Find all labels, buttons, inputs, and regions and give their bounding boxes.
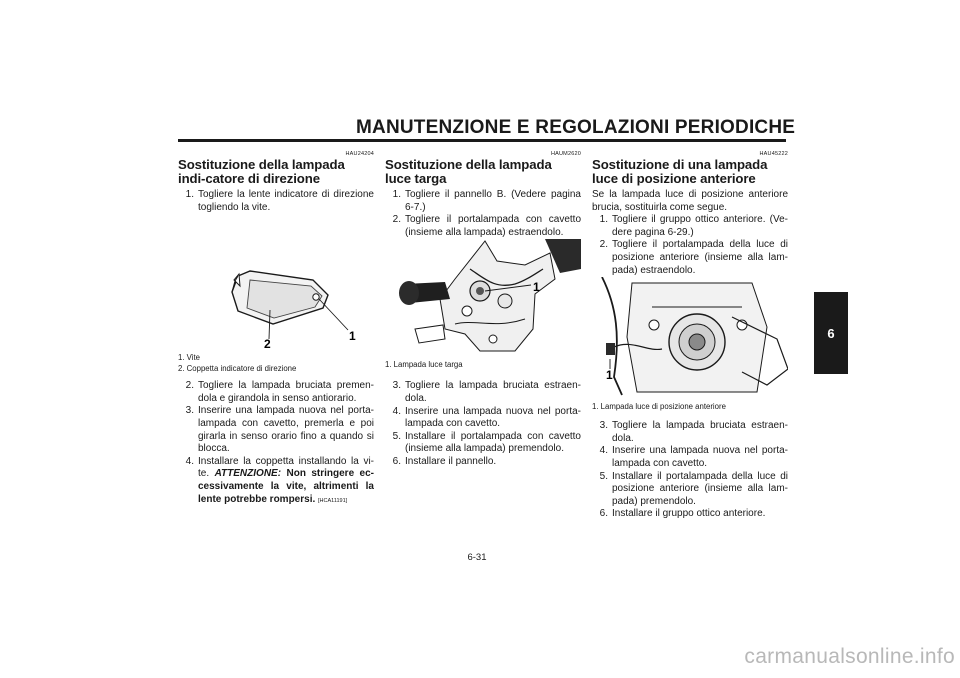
step-text: Inserire una lampada nuova nel porta-lampada con cavetto.	[405, 405, 581, 430]
step-number: 3.	[185, 405, 194, 417]
step-item	[592, 420, 788, 445]
step-text: Togliere la lampada bruciata estraen-dola.	[405, 380, 581, 404]
step-text: Togliere il portalampada della luce di posizione anteriore (insieme alla lam-pada) estraendolo.	[612, 239, 788, 276]
turn-signal-illustration	[178, 214, 374, 352]
steps-list	[592, 420, 788, 521]
step-item	[385, 214, 581, 239]
step-text: Togliere il portalampada con cavetto (insieme alla lampada) estraendolo.	[405, 214, 581, 238]
step-number: 4.	[599, 445, 608, 457]
section-code: HAUM2620	[550, 151, 581, 157]
watermark: carmanualsonline.info	[744, 645, 955, 668]
step-item	[178, 189, 374, 214]
step-item	[592, 445, 788, 470]
warning-text: Non stringere ec-cessivamente la vite, altrimenti la lente potrebbe rompersi.	[198, 468, 375, 505]
license-plate-bulb-illustration	[385, 239, 581, 359]
step-text: Installare il gruppo ottico anteriore.	[612, 508, 766, 520]
step-text: Togliere la lente indicatore di direzione togliendo la vite.	[198, 189, 374, 213]
step-item	[385, 189, 581, 214]
step-item	[592, 214, 788, 239]
figure-turn-signal-lens	[178, 214, 374, 352]
front-position-bulb-illustration	[592, 277, 788, 401]
step-text: Togliere il gruppo ottico anteriore. (Ve-dere pagina 6-29.)	[612, 214, 788, 238]
step-number: 1.	[599, 214, 608, 226]
callout-label: 1	[533, 280, 540, 295]
steps-list	[385, 189, 581, 239]
figure-captions	[178, 352, 374, 374]
warning-label: ATTENZIONE:	[214, 468, 282, 480]
step-text: Togliere la lampada bruciata premen-dola e girandola in senso antiorario.	[198, 380, 374, 404]
figure-license-plate-bulb	[385, 239, 581, 359]
section-heading: Sostituzione di una lampada luce di posizione anteriore	[592, 157, 768, 186]
section-intro: Se la lampada luce di posizione anteriore brucia, sostituirla come segue.	[592, 189, 788, 213]
figure-caption: 1. Vite	[178, 353, 200, 363]
step-number: 6.	[599, 508, 608, 520]
steps-list	[592, 214, 788, 277]
section-code: HAU45222	[759, 151, 788, 157]
step-text: Installare la coppetta installando la vi-te. ATTENZIONE: Non stringere ec-cessivamente la vite, altrimenti la lente potrebbe rompersi. [HCA11191]	[198, 455, 375, 505]
figure-front-position-bulb	[592, 277, 788, 401]
figure-caption: 1. Lampada luce targa	[385, 360, 463, 370]
step-text: Togliere la lampada bruciata estraen-dola.	[612, 420, 788, 444]
step-number: 5.	[599, 470, 608, 482]
step-number: 3.	[392, 380, 401, 392]
step-number: 3.	[599, 420, 608, 432]
step-item	[385, 380, 581, 405]
step-text: Inserire una lampada nuova nel porta-lampada con cavetto.	[612, 445, 788, 469]
chapter-tab[interactable]	[814, 292, 848, 374]
step-text: Installare il portalampada con cavetto (insieme alla lampada) premendolo.	[405, 430, 581, 455]
step-number: 2.	[599, 239, 608, 251]
step-number: 6.	[392, 455, 401, 467]
step-number: 4.	[185, 455, 194, 467]
callout-label: 1	[349, 329, 356, 344]
step-text: Installare il portalampada della luce di posizione anteriore (insieme alla lam-pada) premendolo.	[612, 470, 788, 507]
step-text: Inserire una lampada nuova nel porta-lampada con cavetto, premerla e poi girarla in senso orario fino a quando si blocca.	[198, 405, 374, 455]
callout-label: 1	[606, 368, 613, 383]
section-front-position-bulb	[592, 150, 788, 521]
step-number: 1.	[392, 189, 401, 200]
page-header-title: MANUTENZIONE E REGOLAZIONI PERIODICHE	[356, 117, 796, 138]
step-number: 5.	[392, 430, 401, 442]
step-item	[178, 456, 374, 507]
step-number: 2.	[185, 380, 194, 392]
figure-caption: 1. Lampada luce di posizione anteriore	[592, 402, 726, 412]
page-number: 6-31	[467, 552, 487, 563]
section-heading: Sostituzione della lampada luce targa	[385, 157, 552, 186]
section-license-plate-bulb	[385, 150, 581, 469]
section-heading: Sostituzione della lampada indi-catore di direzione	[178, 157, 345, 186]
step-text: Togliere il pannello B. (Vedere pagina 6-7.)	[405, 189, 581, 213]
step-item	[385, 406, 581, 431]
step-item	[592, 508, 788, 521]
step-item	[385, 456, 581, 469]
step-text: Installare il pannello.	[405, 455, 497, 467]
step-item	[178, 405, 374, 455]
steps-list	[385, 380, 581, 468]
steps-list	[178, 189, 374, 214]
step-item	[592, 239, 788, 277]
header-rule	[178, 139, 786, 142]
step-number: 4.	[392, 405, 401, 417]
figure-captions	[385, 359, 581, 370]
callout-label: 2	[264, 337, 271, 352]
chapter-tab-number: 6	[827, 325, 835, 341]
steps-list	[178, 380, 374, 507]
step-number: 2.	[392, 214, 401, 226]
warning-code: [HCA11191]	[318, 497, 348, 504]
section-code: HAU24204	[345, 151, 374, 157]
step-item	[178, 380, 374, 405]
section-turn-signal-bulb	[178, 150, 374, 507]
figure-captions	[592, 401, 788, 412]
step-item	[385, 431, 581, 456]
step-number: 1.	[185, 189, 194, 200]
step-item	[592, 471, 788, 509]
figure-caption: 2. Coppetta indicatore di direzione	[178, 364, 297, 374]
